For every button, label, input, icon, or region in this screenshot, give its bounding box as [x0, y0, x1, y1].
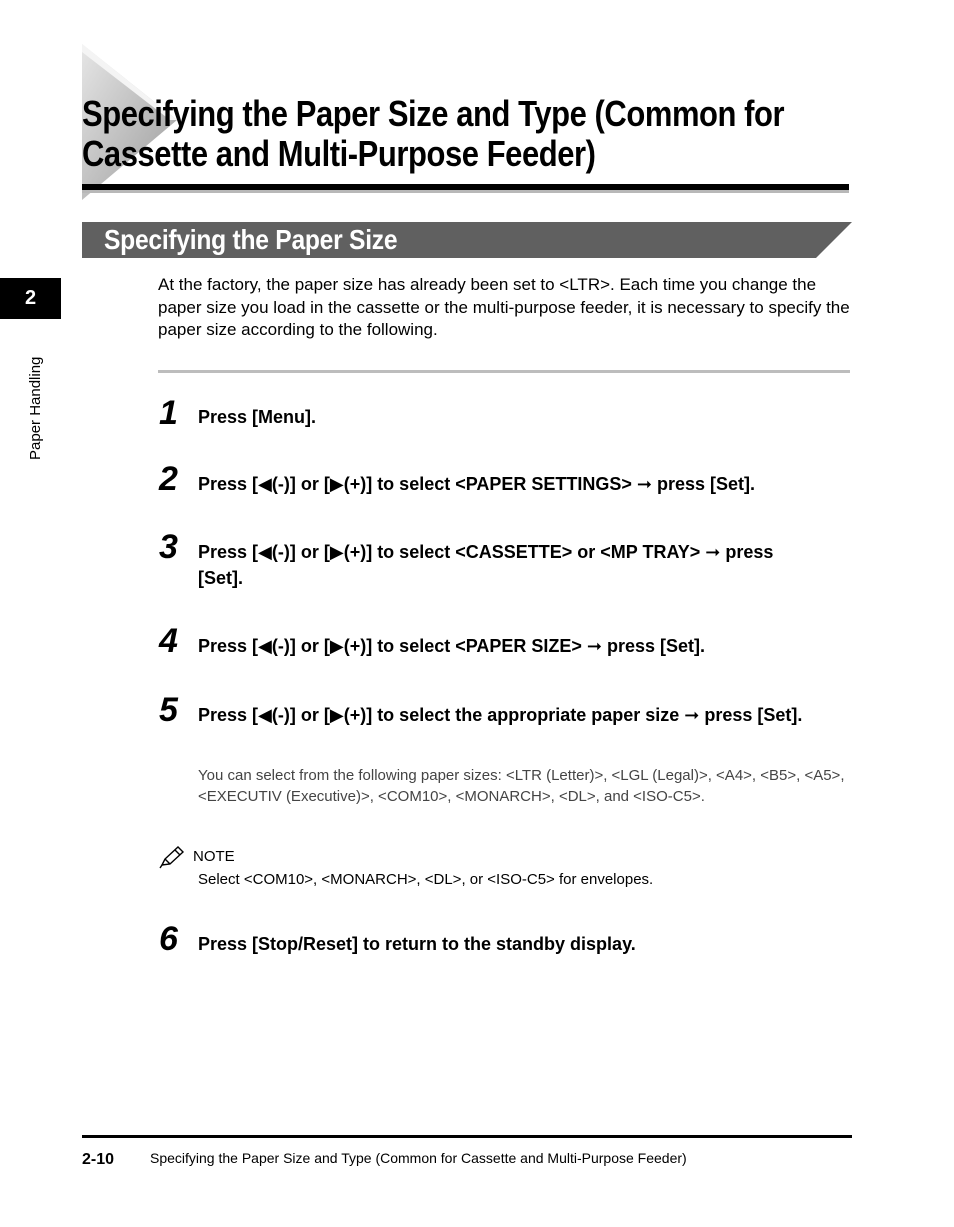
step-6-text: Press [Stop/Reset] to return to the standby display.: [198, 934, 636, 954]
note-text: Select <COM10>, <MONARCH>, <DL>, or <ISO-C5> for envelopes.: [198, 871, 654, 888]
note-label: NOTE: [193, 848, 235, 865]
steps-divider: [158, 370, 850, 373]
side-label: Paper Handling: [27, 356, 44, 460]
step-4-number: 4: [159, 622, 178, 660]
step-2-text: Press [◀(-)] or [▶(+)] to select <PAPER SETTINGS> ➞ press [Set].: [198, 474, 756, 494]
chapter-tab: 2: [0, 278, 61, 319]
footer-rule: [82, 1135, 852, 1138]
step-3-text: Press [◀(-)] or [▶(+)] to select <CASSETTE> or <MP TRAY> ➞ press [Set].: [198, 542, 774, 588]
intro-paragraph: At the factory, the paper size has already been set to <LTR>. Each time you change the paper size you load in the cassette or the multi-purpose feeder, it is necessary to specify the paper size according to the following.: [158, 275, 850, 339]
section-title: Specifying the Paper Size: [104, 224, 398, 255]
step-6-number: 6: [159, 920, 178, 958]
page-number: 2-10: [82, 1151, 115, 1168]
step-5-text: Press [◀(-)] or [▶(+)] to select the appropriate paper size ➞ press [Set].: [198, 705, 803, 725]
step-4-text: Press [◀(-)] or [▶(+)] to select <PAPER SIZE> ➞ press [Set].: [198, 636, 706, 656]
step-1-number: 1: [159, 394, 178, 432]
step-1-text: Press [Menu].: [198, 407, 317, 427]
step-3-number: 3: [159, 528, 178, 566]
pencil-icon: [158, 845, 186, 869]
step-5-detail: You can select from the following paper sizes: <LTR (Letter)>, <LGL (Legal)>, <A4>, <B5>, <A5>, <EXECUTIV (Executive)>, <COM10>, <MONARCH>, <DL>, and <ISO-C5>.: [198, 767, 845, 805]
step-5-number: 5: [159, 691, 178, 729]
step-2-number: 2: [159, 460, 178, 498]
title-rule-shadow: [82, 190, 849, 193]
page-title: Specifying the Paper Size and Type (Common for Cassette and Multi-Purpose Feeder): [82, 93, 785, 174]
footer-text: Specifying the Paper Size and Type (Common for Cassette and Multi-Purpose Feeder): [150, 1150, 687, 1166]
